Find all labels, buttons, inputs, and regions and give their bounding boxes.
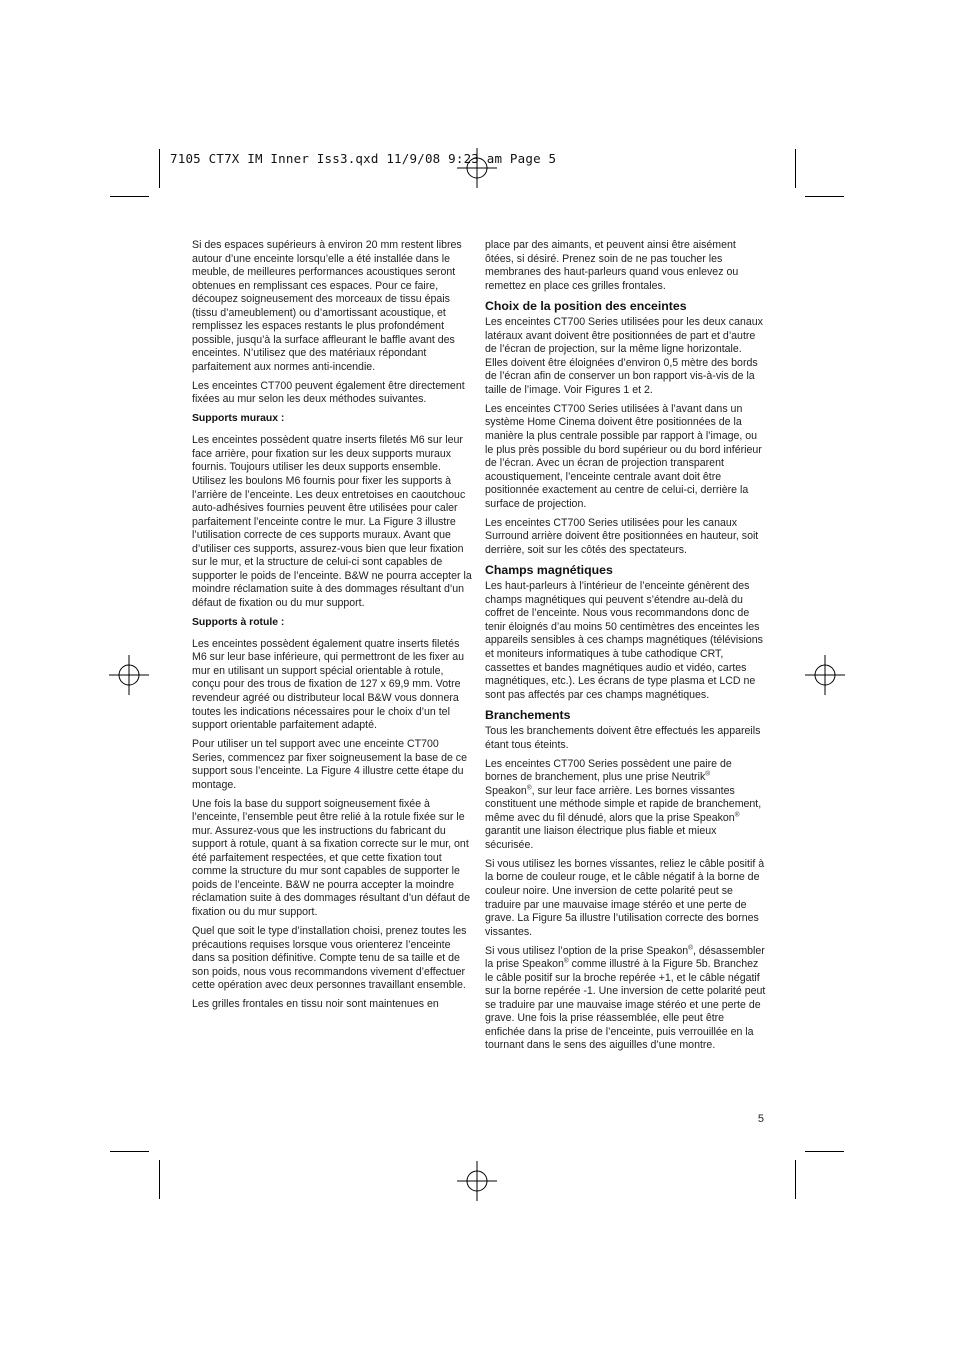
crop-mark-bottom-left-horizontal <box>110 1151 149 1152</box>
crop-mark-bottom-right-vertical <box>795 1160 796 1199</box>
registration-mark-left <box>109 655 149 695</box>
crop-mark-bottom-right-horizontal <box>805 1151 844 1152</box>
registration-mark-top <box>457 148 497 188</box>
page-number: 5 <box>757 1113 764 1125</box>
paragraph-front-lateral: Les enceintes CT700 Series utilisées pour les deux canaux latéraux avant doivent être positionnées de part et d’autre de l’écran de projection, sur la même ligne horizontale. Elles doivent être éloignées d’environ 0,5 mètre des bords de l’écran afin de conserver un bon rapport vis-à-vis de la taille de l’image. Voir Figures 1 et 2. <box>485 316 763 396</box>
paragraph-grilles-start: Les grilles frontales en tissu noir sont maintenues en <box>192 998 439 1011</box>
heading-connections: Branchements <box>485 708 571 723</box>
paragraph-power-off: Tous les branchements doivent être effectués les appareils étant tous éteints. <box>485 725 761 751</box>
paragraph-terminals: Les enceintes CT700 Series possèdent une paire de bornes de branchement, plus une prise Neutrik® Speakon®, sur leur face arrière. Les bornes vissantes constituent une méthode simple et rapide de branchement, même avec du fil dénudé, alors que la prise Speakon® garantit une liaison électrique plus fiable et mieux sécurisée. <box>485 757 762 851</box>
crop-mark-top-right-vertical <box>795 149 796 188</box>
paragraph-grilles-continued: place par des aimants, et peuvent ainsi être aisément ôtées, si désiré. Prenez soin de ne pas toucher les membranes des haut-parleurs quand vous enlevez ou remettez en place ces grilles frontales. <box>485 239 739 292</box>
paragraph-ball-joint-base: Pour utiliser un tel support avec une enceinte CT700 Series, commencez par fixer soigneusement la base de ce support sous l’enceinte. La Figure 4 illustre cette étape du montage. <box>192 738 467 791</box>
file-slug: 7105 CT7X IM Inner Iss3.qxd 11/9/08 9:23 am Page 5 <box>170 151 557 166</box>
left-column <box>192 239 474 1017</box>
registration-mark-bottom <box>457 1161 497 1201</box>
paragraph-surround-rear: Les enceintes CT700 Series utilisées pour les canaux Surround arrière doivent être positionnées en hauteur, soit derrière, soit sur les côtés des spectateurs. <box>485 516 759 556</box>
registration-mark-right <box>805 655 845 695</box>
heading-magnetic-fields: Champs magnétiques <box>485 563 613 578</box>
heading-speaker-position: Choix de la position des enceintes <box>485 299 687 314</box>
paragraph-speakon: Si vous utilisez l’option de la prise Speakon®, désassembler la prise Speakon® comme illustré à la Figure 5b. Branchez le câble positif sur la broche repérée +1, et le câble négatif sur la borne repérée -1. Une inversion de cette polarité peut se traduire par une mauvaise image stéréo et une perte de grave. Une fois la prise réassemblée, elle peut être enfichée dans la prise de l’enceinte, puis verrouillée en la tournant dans le sens des aiguilles d’une montre. <box>485 944 766 1052</box>
paragraph-orientation-caution: Quel que soit le type d’installation choisi, prenez toutes les précautions requises lorsque vous orienterez l’enceinte dans sa position définitive. Compte tenu de sa taille et de son poids, nous vous recommandons vivement d’effectuer cette opération avec deux personnes travaillant ensemble. <box>192 924 467 992</box>
paragraph-ball-joint-fixing: Une fois la base du support soigneusement fixée à l’enceinte, l’ensemble peut être relié à la rotule fixée sur le mur. Assurez-vous que les instructions du fabricant du support à rotule, quant à sa fixation correcte sur le mur, ont été parfaitement respectées, et que cette fixation tout comme la structure du mur sont capables de supporter le poids de l’enceinte. B&W ne pourra accepter la moindre réclamation suite à des dommages résultant d’un défaut de fixation ou du mur support. <box>192 797 470 919</box>
crop-mark-top-left-horizontal <box>110 196 149 197</box>
heading-ball-joint: Supports à rotule : <box>192 616 285 628</box>
paragraph-wall-mount-intro: Les enceintes CT700 peuvent également être directement fixées au mur selon les deux méthodes suivantes. <box>192 379 465 406</box>
paragraph-wall-brackets: Les enceintes possèdent quatre inserts filetés M6 sur leur face arrière, pour fixation sur les deux supports muraux fournis. Toujours utiliser les deux supports ensemble. Utilisez les boulons M6 fournis pour fixer les supports à l’arrière de l’enceinte. Les deux entretoises en caoutchouc auto-adhésives fournies peuvent être utilisées pour caler parfaitement l’enceinte contre le mur. La Figure 3 illustre l’utilisation correcte de ces supports muraux. Avant que d’utiliser ces supports, assurez-vous bien que leur fixation sur le mur, et la structure de celui-ci sont capables de supporter le poids de l’enceinte. B&W ne pourra accepter la moindre réclamation suite à des dommages résultant d’un défaut de fixation ou du mur support. <box>192 434 472 609</box>
crop-mark-top-right-horizontal <box>805 196 844 197</box>
crop-mark-top-left-vertical <box>159 149 160 188</box>
paragraph-front-centre: Les enceintes CT700 Series utilisées à l’avant dans un système Home Cinema doivent être positionnées de la manière la plus centrale possible par rapport à l’image, ou le plus près possible du bord supérieur ou du bord inférieur de l’écran. Avec un écran de projection transparent acoustiquement, l’enceinte centrale avant doit être positionnée exactement au centre de celui-ci, derrière la surface de projection. <box>485 402 762 510</box>
heading-wall-brackets: Supports muraux : <box>192 413 285 425</box>
paragraph-magnetic-fields: Les haut-parleurs à l’intérieur de l’enceinte génèrent des champs magnétiques qui peuvent s’étendre au-delà du coffret de l’enceinte. Nous vous recommandons donc de tenir éloignés d’au moins 50 centimètres des enceintes les appareils sensibles à ces champs magnétiques (télévisions et moniteurs informatiques à tube cathodique CRT, cassettes et bandes magnétiques audio et vidéo, cartes magnétiques, etc.). Les écrans de type plasma et LCD ne sont pas affectés par ces champs magnétiques. <box>485 580 763 701</box>
right-column <box>485 239 767 1058</box>
paragraph-cabinet-filling: Si des espaces supérieurs à environ 20 mm restent libres autour d’une enceinte lorsqu’elle a été installée dans le meuble, de meilleures performances acoustiques seront obtenues en remplissant ces espaces. Pour ce faire, découpez soigneusement des morceaux de tissu épais (tissu d’ameublement) ou d’amortissant acoustique, et remplissez les espaces restants le plus profondément possible, jusqu’à la surface affleurant le baffle avant des enceintes. N’utilisez que des matériaux répondant parfaitement aux normes anti-incendie. <box>192 239 462 373</box>
paragraph-binding-posts: Si vous utilisez les bornes vissantes, reliez le câble positif à la borne de couleur rouge, et le câble négatif à la borne de couleur noire. Une inversion de cette polarité peut se traduire par une mauvaise image stéréo et une perte de grave. La Figure 5a illustre l’utilisation correcte des bornes vissantes. <box>485 857 765 938</box>
crop-mark-bottom-left-vertical <box>159 1160 160 1199</box>
paragraph-ball-joint: Les enceintes possèdent également quatre inserts filetés M6 sur leur base inférieure, qui permettront de les fixer au mur en utilisant un support spécial orientable à rotule, conçu pour des trous de fixation de 127 x 69,9 mm. Votre revendeur agréé ou distributeur local B&W vous donnera toutes les indications nécessaires pour le choix d’un tel support orientable parfaitement adapté. <box>192 637 465 732</box>
